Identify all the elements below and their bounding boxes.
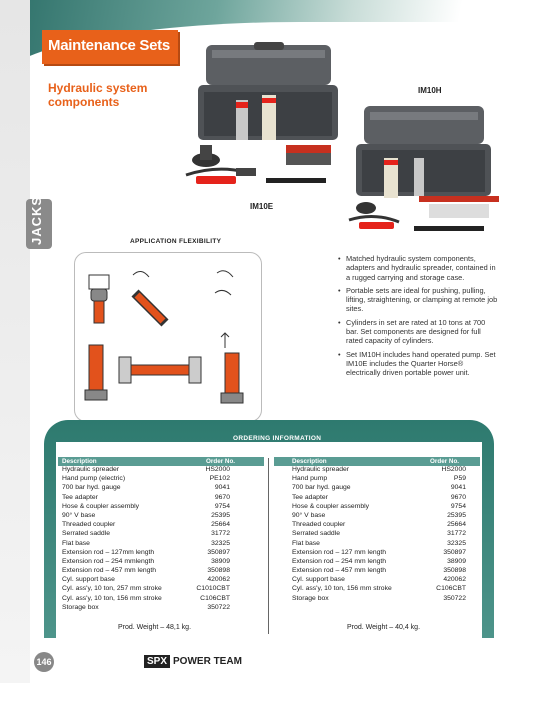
application-title: APPLICATION FLEXIBILITY [130, 238, 222, 245]
row-order-number: 420062 [443, 576, 466, 584]
table-row [58, 595, 264, 604]
row-description: Extension rod – 127 mm length [292, 548, 387, 556]
row-description: Hand pump [292, 475, 328, 483]
table-row [58, 585, 264, 594]
row-description: Hand pump (electric) [62, 475, 126, 483]
row-description: Extension rod – 457 mm length [62, 567, 157, 575]
row-order-number: 38909 [211, 557, 230, 565]
table-row [274, 521, 480, 530]
row-description: Cyl. ass'y, 10 ton, 156 mm stroke [292, 585, 392, 593]
row-order-number: 350722 [207, 603, 230, 611]
row-order-number: 31772 [211, 530, 230, 538]
feature-bullets [338, 254, 498, 382]
row-order-number: C106CBT [436, 585, 466, 593]
row-order-number: 350898 [443, 567, 466, 575]
table-row [58, 540, 264, 549]
row-order-number: 9670 [214, 493, 230, 501]
row-description: Flat base [292, 539, 320, 547]
model-label-im10h: IM10H [418, 86, 442, 95]
row-order-number: HS2000 [441, 466, 466, 473]
row-description: Hydraulic spreader [292, 466, 350, 473]
row-order-number: 9041 [450, 484, 466, 492]
table-row [58, 503, 264, 512]
row-order-number: 350898 [207, 567, 230, 575]
table-row [274, 540, 480, 549]
row-description: Extension rod – 254 mm length [292, 557, 387, 565]
table-row [274, 503, 480, 512]
row-description: Serrated saddle [292, 530, 340, 538]
row-order-number: 32325 [447, 539, 466, 547]
row-description: Extension rod – 254 mmlength [62, 557, 155, 565]
row-order-number: 25395 [447, 511, 466, 519]
row-description: Threaded coupler [62, 521, 116, 529]
table-row [58, 475, 264, 484]
row-description: Serrated saddle [62, 530, 110, 538]
row-order-number: 25664 [447, 521, 466, 529]
row-order-number: C106CBT [200, 594, 230, 602]
row-order-number: 9754 [214, 502, 230, 510]
table-row [58, 576, 264, 585]
ordering-title: ORDERING INFORMATION [233, 435, 322, 442]
bullet-item: • Matched hydraulic system components, adapters and hydraulic spreader, contained in a rugged carrying and storage case. [338, 254, 498, 282]
row-description: Tee adapter [292, 493, 328, 501]
row-description: Cyl. ass'y, 10 ton, 257 mm stroke [62, 585, 162, 593]
row-order-number: P59 [453, 475, 466, 483]
product-weight-im10h: Prod. Weight – 40,4 kg. [347, 624, 421, 631]
table-row [58, 549, 264, 558]
brand-logo: SPX POWER TEAM [144, 656, 242, 667]
row-description: Storage box [292, 594, 329, 602]
row-order-number: 25395 [211, 511, 230, 519]
table-row [58, 512, 264, 521]
table-row [274, 494, 480, 503]
row-description: Storage box [62, 603, 99, 611]
table-header: Description Order No. [58, 457, 264, 466]
row-description: Extension rod – 127mm length [62, 548, 155, 556]
table-row [58, 558, 264, 567]
row-order-number: 9041 [214, 484, 230, 492]
table-row [274, 576, 480, 585]
table-row [58, 484, 264, 493]
row-description: 700 bar hyd. gauge [62, 484, 121, 492]
row-description: Flat base [62, 539, 90, 547]
table-row [58, 494, 264, 503]
table-row [58, 604, 264, 613]
row-description: Extension rod – 457 mm length [292, 567, 387, 575]
table-row [274, 484, 480, 493]
table-row [274, 475, 480, 484]
row-order-number: 9670 [450, 493, 466, 501]
set-heading-im10e: CONTENTS OF SET NO. IM10E [108, 446, 211, 453]
row-order-number: 31772 [447, 530, 466, 538]
row-order-number: 38909 [447, 557, 466, 565]
row-order-number: C1010CBT [196, 585, 230, 593]
bullet-item: • Portable sets are ideal for pushing, pulling, lifting, straightening, or clamping at remote job sites. [338, 286, 498, 314]
row-order-number: 350897 [207, 548, 230, 556]
application-illustration-box [74, 252, 262, 422]
table-row [58, 530, 264, 539]
product-photo-im10e [176, 40, 348, 198]
page-number: 146 [34, 652, 54, 672]
page-title: Maintenance Sets [48, 37, 170, 54]
bullet-item: • Set IM10H includes hand operated pump. Set IM10E includes the Quarter Horse® electrically driven portable power unit. [338, 350, 498, 378]
row-description: Cyl. ass'y, 10 ton, 156 mm stroke [62, 594, 162, 602]
table-header: Description Order No. [274, 457, 480, 466]
row-description: Threaded coupler [292, 521, 346, 529]
row-order-number: 350722 [443, 594, 466, 602]
table-im10h [274, 457, 480, 604]
row-order-number: 420062 [207, 576, 230, 584]
product-weight-im10e: Prod. Weight – 48,1 kg. [118, 624, 192, 631]
row-description: 90° V base [62, 511, 96, 519]
row-description: Hose & coupler assembly [292, 502, 370, 510]
row-order-number: 9754 [450, 502, 466, 510]
table-row [58, 521, 264, 530]
set-heading-im10h: CONTENTS OF SET NO. IM10H [333, 446, 436, 453]
table-row [274, 567, 480, 576]
row-description: Cyl. support base [62, 576, 115, 584]
table-row [58, 466, 264, 475]
section-tab-label: JACKS [29, 195, 44, 245]
table-row [274, 512, 480, 521]
table-row [274, 530, 480, 539]
row-description: Hose & coupler assembly [62, 502, 140, 510]
bullet-item: • Cylinders in set are rated at 10 tons at 700 bar. Set components are designed for full rated capacity of cylinders. [338, 318, 498, 346]
row-order-number: 350897 [443, 548, 466, 556]
row-description: Cyl. support base [292, 576, 345, 584]
row-order-number: HS2000 [205, 466, 230, 473]
row-order-number: 25664 [211, 521, 230, 529]
table-row [274, 558, 480, 567]
page-subtitle: Hydraulic system components [48, 81, 148, 109]
row-description: 700 bar hyd. gauge [292, 484, 351, 492]
row-description: Tee adapter [62, 493, 98, 501]
table-row [58, 567, 264, 576]
table-row [274, 466, 480, 475]
table-row [274, 595, 480, 604]
table-im10e [58, 457, 264, 613]
product-photo-im10h [344, 100, 508, 240]
row-description: Hydraulic spreader [62, 466, 120, 473]
table-row [274, 549, 480, 558]
row-description: 90° V base [292, 511, 326, 519]
application-illustrations [75, 253, 261, 421]
left-margin-strip [0, 0, 30, 683]
row-order-number: 32325 [211, 539, 230, 547]
model-label-im10e: IM10E [250, 202, 274, 211]
table-row [274, 585, 480, 594]
row-order-number: PE102 [209, 475, 230, 483]
table-divider [268, 458, 269, 634]
